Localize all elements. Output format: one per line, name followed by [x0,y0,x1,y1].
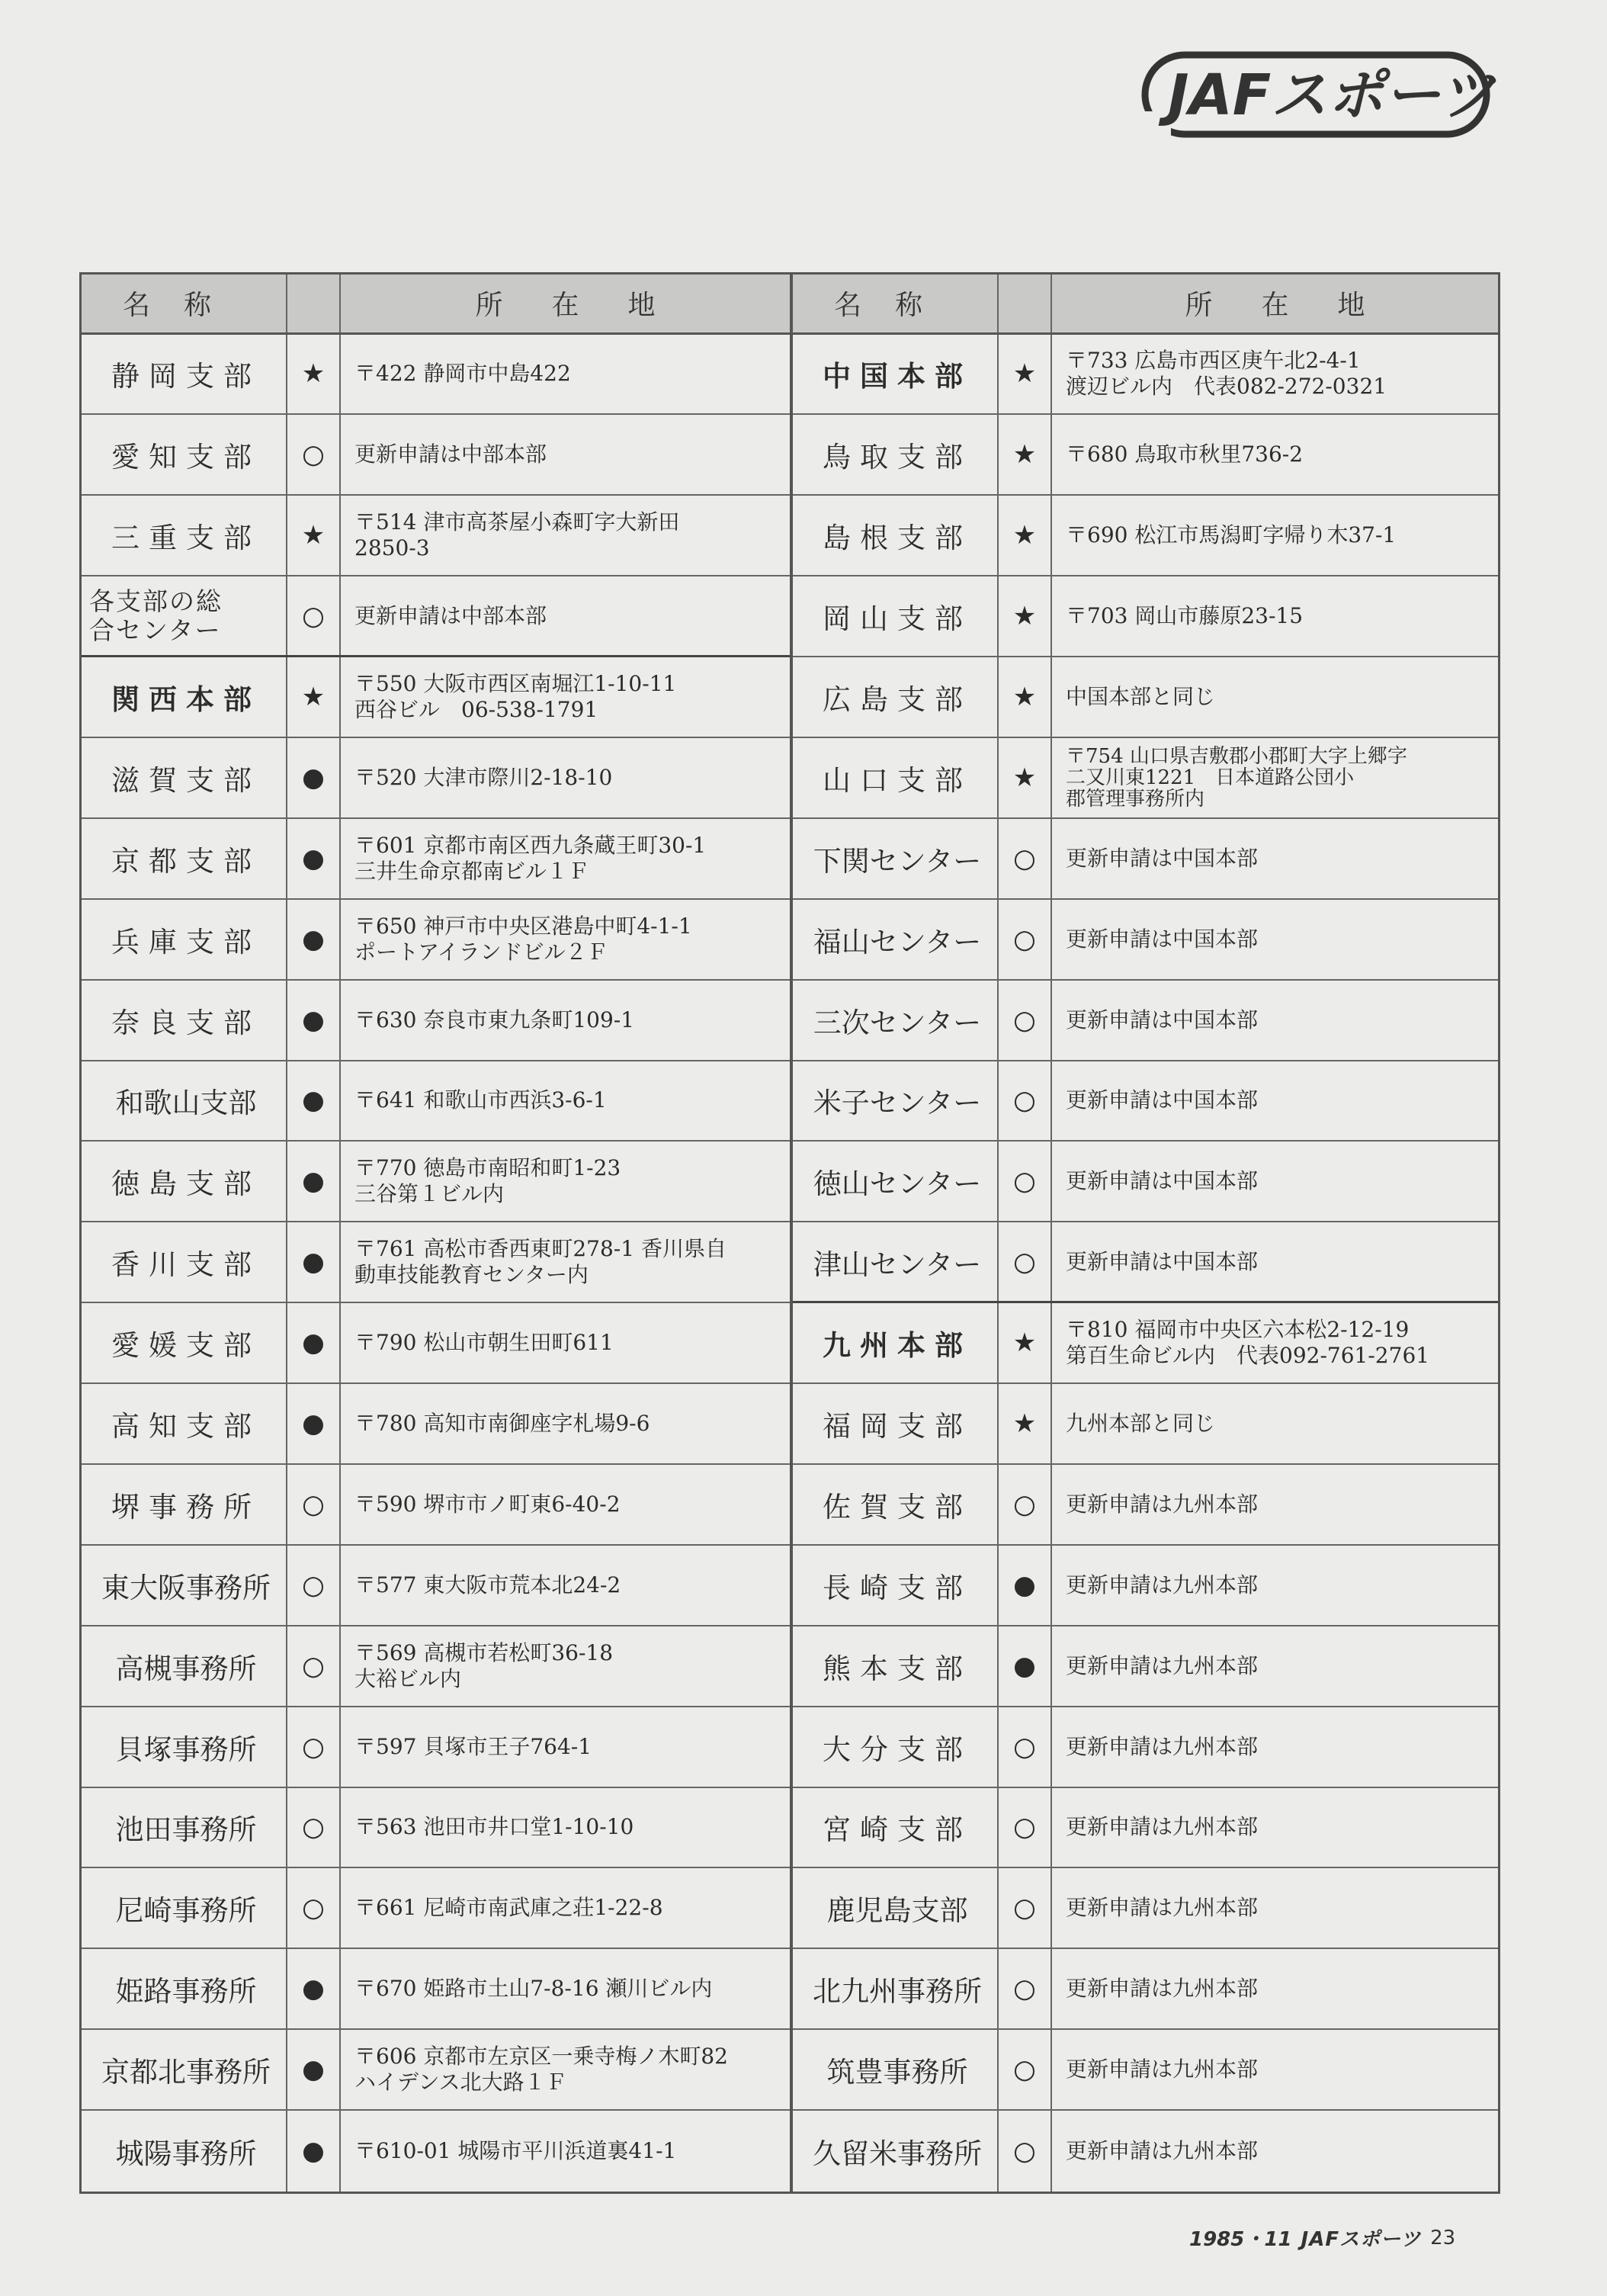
office-name: 徳山センター [793,1142,999,1221]
star-icon: ★ [301,358,326,390]
service-mark [999,1142,1052,1221]
open-circle-icon: ○ [302,1488,325,1520]
office-address: 更新申請は九州本部 [1066,1814,1259,1840]
office-address: 〒601 京都市南区西九条蔵王町30-1 三井生命京都南ビル１Ｆ [354,832,707,884]
table-row [793,1222,1498,1303]
office-name: 和歌山支部 [82,1061,287,1141]
office-address: 〒514 津市高茶屋小森町字大新田 2850-3 [354,509,680,561]
star-icon: ★ [1012,601,1037,632]
table-row [793,900,1498,981]
office-address: 〒569 高槻市若松町36-18 大裕ビル内 [354,1639,614,1691]
service-mark [999,1303,1052,1382]
service-mark [999,1788,1052,1867]
office-name: 城陽事務所 [82,2111,287,2192]
service-mark [999,657,1052,737]
star-icon: ★ [301,682,326,713]
office-name: 堺事務所 [82,1465,287,1544]
office-address: 〒606 京都市左京区一乗寺梅ノ木町82 ハイデンス北大路１Ｆ [354,2044,728,2095]
office-name: 中国本部 [793,335,999,414]
office-name: 北九州事務所 [793,1949,999,2028]
office-address: 〒630 奈良市東九条町109-1 [354,1007,635,1032]
service-mark [287,576,341,655]
office-address: 〒780 高知市南御座字札場9-6 [354,1411,650,1437]
office-name: 三次センター [793,981,999,1060]
header-location: 所在地 [1185,290,1414,322]
open-circle-icon: ○ [1013,1166,1036,1197]
office-name: 米子センター [793,1061,999,1141]
header-location: 所在地 [475,290,704,322]
office-address: 更新申請は中国本部 [1066,845,1259,871]
open-circle-icon: ○ [1013,923,1036,955]
office-address: 更新申請は九州本部 [1066,1491,1259,1517]
table-row [82,657,790,738]
office-address: 〒610-01 城陽市平川浜道裏41-1 [354,2138,677,2164]
table-row [82,415,790,496]
table-row [82,2030,790,2111]
office-address: 〒577 東大阪市荒本北24-2 [354,1572,621,1598]
filled-circle-icon: ● [302,1328,325,1359]
service-mark [287,900,341,979]
open-circle-icon: ○ [302,600,325,631]
table-row [82,496,790,576]
office-address: 更新申請は九州本部 [1066,1572,1259,1598]
office-address: 〒733 広島市西区庚午北2-4-1 渡辺ビル内 代表082-272-0321 [1066,348,1387,400]
open-circle-icon: ○ [302,1650,325,1681]
star-icon: ★ [1012,1328,1037,1359]
filled-circle-icon: ● [302,2054,325,2086]
office-name: 香川支部 [82,1222,287,1302]
office-name: 下関センター [793,819,999,898]
office-address: 〒670 姫路市土山7-8-16 瀬川ビル内 [354,1976,713,2002]
table-row [82,1384,790,1465]
office-address: 〒641 和歌山市西浜3-6-1 [354,1087,607,1113]
service-mark [287,819,341,898]
table-row [793,1465,1498,1546]
table-row [793,335,1498,416]
service-mark [999,1061,1052,1141]
office-address: 〒690 松江市馬潟町字帰り木37-1 [1066,522,1397,548]
table-row [793,1949,1498,2030]
office-address: 更新申請は九州本部 [1066,1895,1259,1921]
table-row [793,1626,1498,1707]
table-row [793,1546,1498,1626]
service-mark [287,1949,341,2028]
service-mark [287,1222,341,1302]
table-row [793,1707,1498,1788]
office-address: 〒810 福岡市中央区六本松2-12-19 第百生命ビル内 代表092-761-2761 [1066,1317,1430,1369]
open-circle-icon: ○ [1013,1893,1036,1924]
right-table [793,275,1498,2192]
office-name: 久留米事務所 [793,2111,999,2192]
table-row [793,981,1498,1061]
table-row [793,657,1498,738]
office-address: 更新申請は中部本部 [354,602,547,628]
office-name: 東大阪事務所 [82,1546,287,1625]
open-circle-icon: ○ [1013,2136,1036,2167]
office-address: 〒680 鳥取市秋里736-2 [1066,442,1304,467]
table-row [82,738,790,819]
service-mark [999,1626,1052,1706]
office-name: 三重支部 [82,496,287,575]
filled-circle-icon: ● [302,843,325,874]
service-mark [999,415,1052,494]
service-mark [287,1384,341,1463]
office-address: 〒520 大津市際川2-18-10 [354,764,613,790]
office-address: 〒550 大阪市西区南堀江1-10-11 西谷ビル 06-538-1791 [354,671,677,723]
service-mark [999,496,1052,575]
table-row [82,981,790,1061]
table-row [793,1868,1498,1949]
service-mark [999,2111,1052,2192]
service-mark [287,1868,341,1948]
service-mark [287,1465,341,1544]
office-address: 更新申請は九州本部 [1066,2138,1259,2164]
star-icon: ★ [1012,520,1037,551]
office-address: 更新申請は中国本部 [1066,926,1259,952]
table-row [82,1626,790,1707]
table-row [82,1303,790,1384]
table-row [82,1142,790,1222]
table-row [793,1788,1498,1869]
office-address: 〒790 松山市朝生田町611 [354,1330,614,1356]
service-mark [999,738,1052,817]
left-table [82,275,793,2192]
office-name: 姫路事務所 [82,1949,287,2028]
table-row [793,576,1498,657]
issue-date: 1985・11 [1189,2228,1292,2251]
service-mark [999,981,1052,1060]
table-row [793,1303,1498,1384]
service-mark [287,738,341,817]
office-name: 奈良支部 [82,981,287,1060]
office-address: 更新申請は中国本部 [1066,1087,1259,1113]
office-address: 更新申請は中国本部 [1066,1007,1259,1032]
office-name: 熊本支部 [793,1626,999,1706]
service-mark [999,1384,1052,1463]
filled-circle-icon: ● [302,1004,325,1036]
office-name: 福山センター [793,900,999,979]
page-footer [1189,2224,1455,2252]
office-address: 更新申請は九州本部 [1066,1652,1259,1678]
header-name: 名称 [82,275,287,332]
office-name: 京都支部 [82,819,287,898]
office-address: 〒422 静岡市中島422 [354,361,571,387]
logo-text: JAFスポーツ [1168,63,1495,128]
star-icon: ★ [1012,358,1037,390]
filled-circle-icon: ● [302,1085,325,1116]
office-name: 池田事務所 [82,1788,287,1867]
service-mark [287,1061,341,1141]
office-address: 更新申請は中部本部 [354,442,547,467]
filled-circle-icon: ● [302,923,325,955]
table-row [82,1949,790,2030]
table-row [793,496,1498,576]
open-circle-icon: ○ [1013,1488,1036,1520]
star-icon: ★ [1012,1408,1037,1440]
office-name: 徳島支部 [82,1142,287,1221]
service-mark [999,1868,1052,1948]
service-mark [999,1949,1052,2028]
service-mark [287,1626,341,1706]
table-row [82,1061,790,1142]
table-row [793,819,1498,900]
service-mark [287,1142,341,1221]
office-address: 更新申請は中国本部 [1066,1168,1259,1194]
open-circle-icon: ○ [302,1812,325,1843]
office-address: 〒661 尼崎市南武庫之荘1-22-8 [354,1895,663,1921]
table-row [82,1788,790,1869]
service-mark [999,819,1052,898]
table-row [82,900,790,981]
office-address: 〒563 池田市井口堂1-10-10 [354,1814,634,1840]
table-header [82,275,790,335]
service-mark [287,415,341,494]
office-address: 〒597 貝塚市王子764-1 [354,1733,592,1759]
office-name: 九州本部 [793,1303,999,1382]
office-address: 更新申請は九州本部 [1066,1733,1259,1759]
open-circle-icon: ○ [1013,1004,1036,1036]
office-name: 京都北事務所 [82,2030,287,2109]
table-row [793,2111,1498,2192]
office-name: 高知支部 [82,1384,287,1463]
filled-circle-icon: ● [302,2136,325,2167]
table-row [793,1142,1498,1222]
filled-circle-icon: ● [302,1973,325,2005]
office-name: 広島支部 [793,657,999,737]
office-name: 津山センター [793,1222,999,1301]
header-mark [287,275,341,332]
office-address: 中国本部と同じ [1066,684,1216,710]
open-circle-icon: ○ [1013,1973,1036,2005]
table-row [82,2111,790,2192]
office-address: 更新申請は九州本部 [1066,2057,1259,2082]
office-name: 島根支部 [793,496,999,575]
office-address: 更新申請は九州本部 [1066,1976,1259,2002]
service-mark [999,1222,1052,1301]
table-row [82,1707,790,1788]
service-mark [287,2030,341,2109]
service-mark [287,1546,341,1625]
office-address: 〒761 高松市香西東町278-1 香川県自 動車技能教育センター内 [354,1236,727,1288]
filled-circle-icon: ● [302,762,325,793]
office-name: 関西本部 [82,657,287,737]
service-mark [999,2030,1052,2109]
star-icon: ★ [301,520,326,551]
office-address: 九州本部と同じ [1066,1411,1216,1437]
office-address: 〒590 堺市市ノ町東6-40-2 [354,1491,621,1517]
office-name: 大分支部 [793,1707,999,1787]
table-row [793,1384,1498,1465]
office-name: 貝塚事務所 [82,1707,287,1787]
filled-circle-icon: ● [302,1408,325,1440]
star-icon: ★ [1012,762,1037,793]
table-row [82,1546,790,1626]
office-name: 高槻事務所 [82,1626,287,1706]
open-circle-icon: ○ [1013,1085,1036,1116]
service-mark [999,1546,1052,1625]
open-circle-icon: ○ [302,1893,325,1924]
open-circle-icon: ○ [302,1569,325,1601]
star-icon: ★ [1012,439,1037,470]
table-row [82,335,790,416]
office-name: 宮崎支部 [793,1788,999,1867]
service-mark [999,1465,1052,1544]
header-mark [999,275,1052,332]
open-circle-icon: ○ [1013,1731,1036,1762]
table-row [82,1222,790,1303]
office-address: 〒754 山口県吉敷郡小郡町大字上郷字 二又川東1221 日本道路公団小 郡管理事務所内 [1066,744,1407,811]
office-name: 愛知支部 [82,415,287,494]
service-mark [287,335,341,414]
open-circle-icon: ○ [302,1731,325,1762]
service-mark [287,1707,341,1787]
table-row [82,576,790,657]
branch-directory-table [79,272,1500,2194]
office-name: 各支部の総 合センター [82,576,287,655]
open-circle-icon: ○ [1013,1812,1036,1843]
service-mark [287,657,341,737]
table-row [793,1061,1498,1142]
header-name: 名称 [793,275,999,332]
table-row [82,1465,790,1546]
service-mark [287,1788,341,1867]
office-name: 兵庫支部 [82,900,287,979]
office-name: 尼崎事務所 [82,1868,287,1948]
table-row [793,415,1498,496]
star-icon: ★ [1012,682,1037,713]
open-circle-icon: ○ [1013,1246,1036,1277]
office-address: 〒770 徳島市南昭和町1-23 三谷第１ビル内 [354,1155,621,1207]
filled-circle-icon: ● [1013,1650,1036,1681]
office-name: 鹿児島支部 [793,1868,999,1948]
table-row [82,819,790,900]
office-name: 愛媛支部 [82,1303,287,1382]
office-name: 静岡支部 [82,335,287,414]
table-row [82,1868,790,1949]
office-name: 山口支部 [793,738,999,817]
office-name: 佐賀支部 [793,1465,999,1544]
office-name: 鳥取支部 [793,415,999,494]
table-row [793,2030,1498,2111]
open-circle-icon: ○ [1013,2054,1036,2086]
service-mark [287,496,341,575]
service-mark [999,335,1052,414]
office-name: 長崎支部 [793,1546,999,1625]
table-row [793,738,1498,819]
magazine-name: JAFスポーツ [1301,2228,1422,2251]
service-mark [287,2111,341,2192]
office-address: 〒650 神戸市中央区港島中町4-1-1 ポートアイランドビル２Ｆ [354,913,692,965]
jaf-sports-logo [1140,50,1497,140]
open-circle-icon: ○ [1013,843,1036,874]
filled-circle-icon: ● [302,1166,325,1197]
service-mark [287,981,341,1060]
filled-circle-icon: ● [302,1247,325,1278]
service-mark [999,1707,1052,1787]
page-number: 23 [1430,2226,1456,2249]
open-circle-icon: ○ [302,439,325,470]
office-name: 岡山支部 [793,576,999,656]
service-mark [999,900,1052,979]
office-address: 更新申請は中国本部 [1066,1248,1259,1274]
filled-circle-icon: ● [1013,1569,1036,1601]
office-name: 筑豊事務所 [793,2030,999,2109]
table-header [793,275,1498,335]
office-address: 〒703 岡山市藤原23-15 [1066,603,1304,629]
office-name: 滋賀支部 [82,738,287,817]
service-mark [287,1303,341,1382]
office-name: 福岡支部 [793,1384,999,1463]
service-mark [999,576,1052,656]
